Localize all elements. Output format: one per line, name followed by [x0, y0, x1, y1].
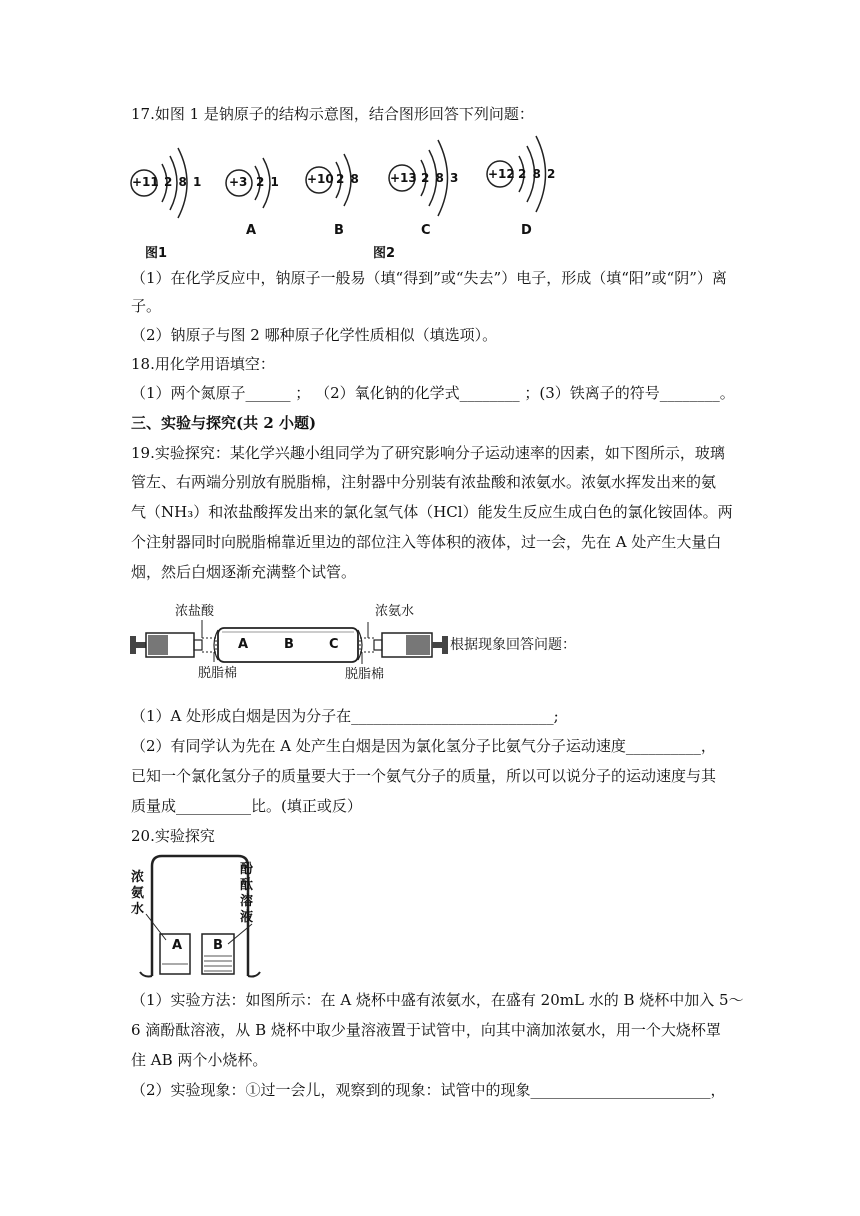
electron-config: 2 8 3	[421, 171, 460, 185]
electron-config: 2 8 2	[518, 167, 557, 181]
q19-line-4: 个注射器同时向脱脂棉靠近里边的部位注入等体积的液体，过一会，先在 A 处产生大量白	[131, 533, 722, 551]
beaker-a-label: A	[172, 938, 183, 953]
nucleus-charge: +11	[132, 175, 159, 189]
nucleus-charge: +10	[307, 172, 334, 186]
option-label: B	[334, 223, 344, 238]
right-reagent-label: 浓氨水	[375, 604, 415, 619]
section-heading: 三、实验与探究(共 2 小题)	[131, 414, 317, 432]
left-cotton-label: 脱脂棉	[198, 666, 238, 681]
q20-stem: 20.实验探究	[131, 827, 215, 845]
q19-part1: （1）A 处形成白烟是因为分子在___________________________;	[131, 707, 559, 725]
right-cotton-label: 脱脂棉	[345, 667, 385, 682]
q20-part1-line2: 6 滴酚酞溶液，从 B 烧杯中取少量溶液置于试管中，向其中滴加浓氨水，用一个大烧杯罩	[131, 1021, 721, 1039]
option-label: A	[246, 223, 257, 238]
electron-config: 2 1	[256, 175, 280, 189]
position-b: B	[284, 637, 294, 652]
figure-2-caption: 图2	[373, 246, 396, 261]
position-c: C	[329, 637, 339, 652]
q19-part2-line1: （2）有同学认为先在 A 处产生白烟是因为氯化氢分子比氨气分子运动速度__________，	[131, 737, 716, 755]
q17-stem: 17.如图 1 是钠原子的结构示意图，结合图形回答下列问题：	[131, 105, 534, 123]
option-label: D	[521, 223, 532, 238]
q20-part1-line3: 住 AB 两个小烧杯。	[131, 1051, 268, 1069]
q18-stem: 18.用化学用语填空：	[131, 355, 275, 373]
q19-after-figure: 根据现象回答问题：	[450, 637, 576, 653]
q18-fill-line: （1）两个氮原子______ ； （2）氧化钠的化学式________ ；(3）铁离子的符号________。	[131, 384, 735, 402]
electron-config: 2 8 1	[164, 175, 203, 189]
q17-part1-line1	[131, 268, 728, 288]
q19-line-1: 19.实验探究：某化学兴趣小组同学为了研究影响分子运动速率的因素，如下图所示，玻璃	[131, 444, 725, 462]
option-label: C	[421, 223, 431, 238]
beaker-b-label: B	[213, 938, 223, 953]
nucleus-charge: +13	[390, 171, 417, 185]
q17-part2: （2）钠原子与图 2 哪种原子化学性质相似（填选项）。	[131, 326, 498, 344]
electron-config: 2 8	[336, 172, 360, 186]
nucleus-charge: +12	[488, 167, 515, 181]
q19-line-2: 管左、右两端分别放有脱脂棉，注射器中分别装有浓盐酸和浓氨水。浓氨水挥发出来的氨	[131, 473, 717, 491]
q19-line-3: 气（NH₃）和浓盐酸挥发出来的氯化氢气体（HCl）能发生反应生成白色的氯化铵固体。两	[131, 503, 733, 521]
ammonia-label: 浓氨水	[131, 870, 145, 917]
q19-part2-line3: 质量成__________比。(填正或反）	[131, 797, 362, 815]
q17-part1-line2: 子。	[131, 297, 162, 315]
q20-part1-line1: （1）实验方法：如图所示：在 A 烧杯中盛有浓氨水，在盛有 20mL 水的 B 烧杯中加入 5～	[131, 991, 744, 1009]
q17-part1-text: （1）在化学反应中，钠原子一般易（填“得到”或“失去”）电子，形成（填“阳”或“阴”）离	[131, 269, 727, 287]
q19-line-5: 烟，然后白烟逐渐充满整个试管。	[131, 563, 357, 581]
phenolphthalein-label: 酚酞溶液	[240, 862, 254, 925]
nucleus-charge: +3	[229, 175, 248, 189]
position-a: A	[238, 637, 249, 652]
left-reagent-label: 浓盐酸	[175, 604, 215, 619]
q20-part2: （2）实验现象：①过一会儿，观察到的现象：试管中的现象________________________，	[131, 1081, 726, 1099]
figure-1-caption: 图1	[145, 246, 168, 261]
q19-part2-line2: 已知一个氯化氢分子的质量要大于一个氨气分子的质量，所以可以说分子的运动速度与其	[131, 767, 717, 785]
